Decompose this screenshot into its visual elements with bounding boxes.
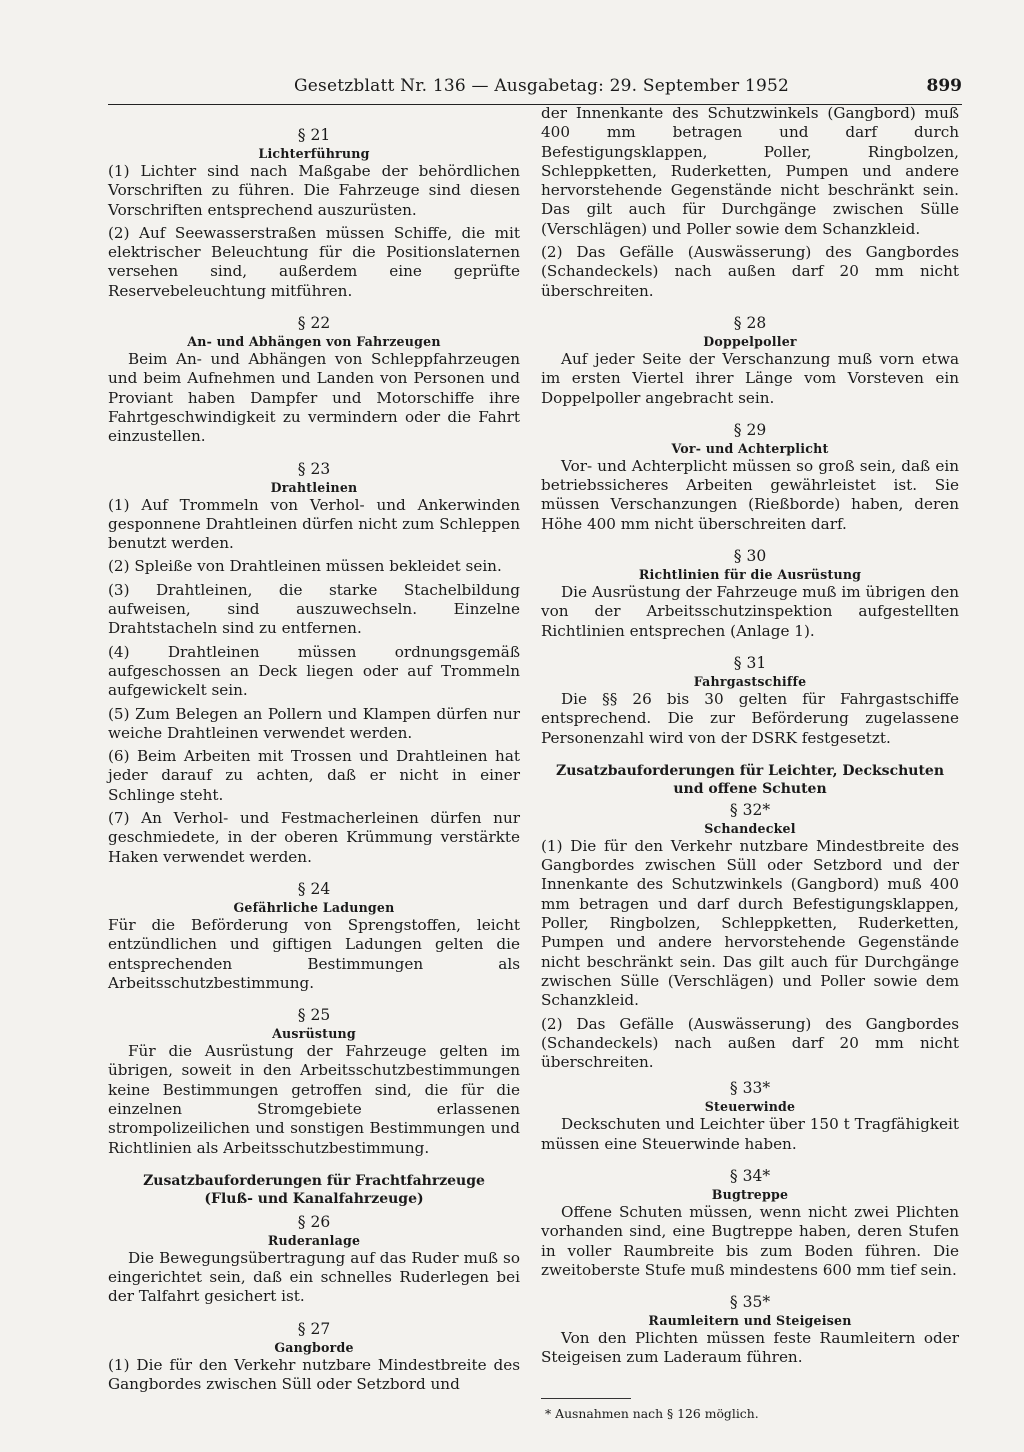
paragraph: (3) Drahtleinen, die starke Stachelbildung aufweisen, sind auszuwechseln. Einzelne Drahtstacheln sind zu entfernen. — [108, 580, 520, 638]
section-heading: Ausrüstung — [272, 1026, 356, 1042]
paragraph: Offene Schuten müssen, wenn nicht zwei Plichten vorhanden sind, eine Bugtreppe haben, deren Stufen in voller Raumbreite bis zum Boden führen. Die zweitoberste Stufe muß mindestens 600 mm tief sein. — [541, 1202, 959, 1279]
section-heading: Doppelpoller — [703, 333, 797, 349]
section-number: § 30 — [733, 547, 767, 566]
section-number: § 23 — [297, 459, 331, 478]
paragraph: (1) Auf Trommeln von Verhol- und Ankerwinden gesponnene Drahtleinen dürfen nicht zum Schleppen benutzt werden. — [108, 495, 520, 553]
paragraph: Beim An- und Abhängen von Schleppfahrzeugen und beim Aufnehmen und Landen von Personen und Proviant haben Dampfer und Motorschiffe ihre Fahrtgeschwindigkeit zu vermindern oder die Fahrt einzustellen. — [108, 350, 520, 446]
paragraph: Von den Plichten müssen feste Raumleitern oder Steigeisen zum Laderaum führen. — [541, 1329, 959, 1367]
left-column — [108, 125, 520, 1398]
section-number: § 34* — [729, 1166, 771, 1185]
page-number: 899 — [926, 76, 962, 96]
section-number: § 32* — [729, 800, 771, 819]
group-heading: Zusatzbauforderungen für Leichter, Deckschuten — [555, 762, 944, 779]
section-heading: Schandeckel — [704, 820, 796, 836]
paragraph: (1) Die für den Verkehr nutzbare Mindestbreite des Gangbordes zwischen Süll oder Setzbord und der Innenkante des Schutzwinkels (Gangbord) muß 400 mm betragen und darf durch Befestigungsklappen, Poller, Ringbolzen, Schleppketten, Ruderketten, Pumpen und andere hervorstehende Gegenstände nicht beschränkt sein. Das gilt auch für Durchgänge zwischen Sülle (Verschlägen) und Poller sowie dem Schanzkleid. — [541, 836, 959, 1010]
section-heading: Fahrgastschiffe — [693, 673, 807, 689]
section-number: § 24 — [297, 879, 331, 898]
paragraph: (1) Die für den Verkehr nutzbare Mindestbreite des Gangbordes zwischen Süll oder Setzbord und — [108, 1355, 520, 1394]
section-heading: Bugtreppe — [711, 1186, 789, 1202]
paragraph: (2) Spleiße von Drahtleinen müssen bekleidet sein. — [108, 557, 502, 576]
section-number: § 33* — [729, 1079, 771, 1098]
paragraph: (2) Das Gefälle (Auswässerung) des Gangbordes (Schandeckels) nach außen darf 20 mm nicht überschreiten. — [541, 243, 959, 300]
paragraph: Die §§ 26 bis 30 gelten für Fahrgastschiffe entsprechend. Die zur Beförderung zugelassene Personenzahl wird von der DSRK festgesetzt. — [541, 689, 959, 747]
paragraph: (2) Auf Seewasserstraßen müssen Schiffe, die mit elektrischer Beleuchtung für die Positionslaternen versehen sind, außerdem eine geprüfte Reservebeleuchtung mitführen. — [108, 223, 520, 300]
right-column — [541, 104, 959, 1372]
group-heading: (Fluß- und Kanalfahrzeuge) — [204, 1190, 424, 1207]
section-number: § 35* — [729, 1293, 771, 1312]
section-heading: Steuerwinde — [704, 1099, 796, 1115]
section-number: § 31 — [733, 653, 767, 672]
paragraph: (4) Drahtleinen müssen ordnungsgemäß aufgeschossen an Deck liegen oder auf Trommeln aufgewickelt sein. — [108, 642, 520, 700]
section-number: § 27 — [297, 1319, 331, 1338]
section-heading: Ruderanlage — [267, 1232, 361, 1248]
section-heading: Gefährliche Ladungen — [233, 899, 395, 915]
section-heading: Lichterführung — [258, 146, 370, 161]
paragraph: (7) An Verhol- und Festmacherleinen dürfen nur geschmiedete, in der oberen Krümmung verstärkte Haken verwendet werden. — [108, 809, 520, 866]
page-header — [108, 74, 962, 105]
footnote-rule — [541, 1398, 631, 1399]
section-heading: Vor- und Achterplicht — [671, 440, 829, 456]
paragraph: (2) Das Gefälle (Auswässerung) des Gangbordes (Schandeckels) nach außen darf 20 mm nicht überschreiten. — [541, 1014, 959, 1072]
paragraph: Vor- und Achterplicht müssen so groß sein, daß ein betriebssicheres Arbeiten gewährleistet ist. Sie müssen Verschanzungen (Rießborde) haben, deren Höhe 400 mm nicht überschreiten darf. — [541, 456, 959, 533]
section-heading: Richtlinien für die Ausrüstung — [638, 567, 862, 583]
group-heading: Zusatzbauforderungen für Frachtfahrzeuge — [143, 1172, 485, 1189]
paragraph: Die Ausrüstung der Fahrzeuge muß im übrigen den von der Arbeitsschutzinspektion aufgestellten Richtlinien entsprechen (Anlage 1). — [541, 583, 959, 640]
section-number: § 28 — [733, 313, 767, 332]
paragraph: Auf jeder Seite der Verschanzung muß vorn etwa im ersten Viertel ihrer Länge vom Vorsteven ein Doppelpoller angebracht sein. — [541, 349, 959, 407]
header-title: Gesetzblatt Nr. 136 — Ausgabetag: 29. September 1952 — [294, 76, 789, 96]
paragraph: der Innenkante des Schutzwinkels (Gangbord) muß 400 mm betragen und darf durch Befestigungsklappen, Poller, Ringbolzen, Schleppketten, Ruderketten, Pumpen und andere hervorstehende Gegenstände nicht beschränkt sein. Das gilt auch für Durchgänge zwischen Sülle (Verschlägen) und Poller sowie dem Schanzkleid. — [541, 104, 959, 238]
section-number: § 21 — [297, 126, 331, 144]
group-heading: und offene Schuten — [673, 780, 827, 797]
section-number: § 25 — [297, 1006, 331, 1025]
paragraph: (1) Lichter sind nach Maßgabe der behördlichen Vorschriften zu führen. Die Fahrzeuge sind diesen Vorschriften entsprechend auszurüsten. — [108, 162, 520, 219]
paragraph: (6) Beim Arbeiten mit Trossen und Drahtleinen hat jeder darauf zu achten, daß er nicht in einer Schlinge steht. — [108, 747, 520, 804]
section-heading: Gangborde — [274, 1339, 354, 1355]
section-number: § 29 — [733, 420, 767, 439]
paragraph: (5) Zum Belegen an Pollern und Klampen dürfen nur weiche Drahtleinen verwendet werden. — [108, 704, 520, 742]
section-number: § 22 — [297, 314, 331, 333]
section-number: § 26 — [297, 1212, 331, 1231]
paragraph: Die Bewegungsübertragung auf das Ruder muß so eingerichtet sein, daß ein schnelles Ruderlegen bei der Talfahrt gesichert ist. — [108, 1248, 520, 1306]
footnote: * Ausnahmen nach § 126 möglich. — [545, 1406, 759, 1421]
section-heading: An- und Abhängen von Fahrzeugen — [187, 334, 441, 350]
section-heading: Raumleitern und Steigeisen — [648, 1313, 852, 1329]
paragraph: Deckschuten und Leichter über 150 t Tragfähigkeit müssen eine Steuerwinde haben. — [541, 1115, 959, 1153]
paragraph: Für die Beförderung von Sprengstoffen, leicht entzündlichen und giftigen Ladungen gelten die entsprechenden Bestimmungen als Arbeitsschutzbestimmung. — [108, 915, 520, 992]
paragraph: Für die Ausrüstung der Fahrzeuge gelten im übrigen, soweit in den Arbeitsschutzbestimmungen keine Bestimmungen getroffen sind, die für die einzelnen Stromgebiete erlassenen strompolizeilichen und sonstigen Bestimmungen und Richtlinien als Arbeitsschutzbestimmung. — [108, 1042, 520, 1157]
section-heading: Drahtleinen — [270, 479, 358, 495]
